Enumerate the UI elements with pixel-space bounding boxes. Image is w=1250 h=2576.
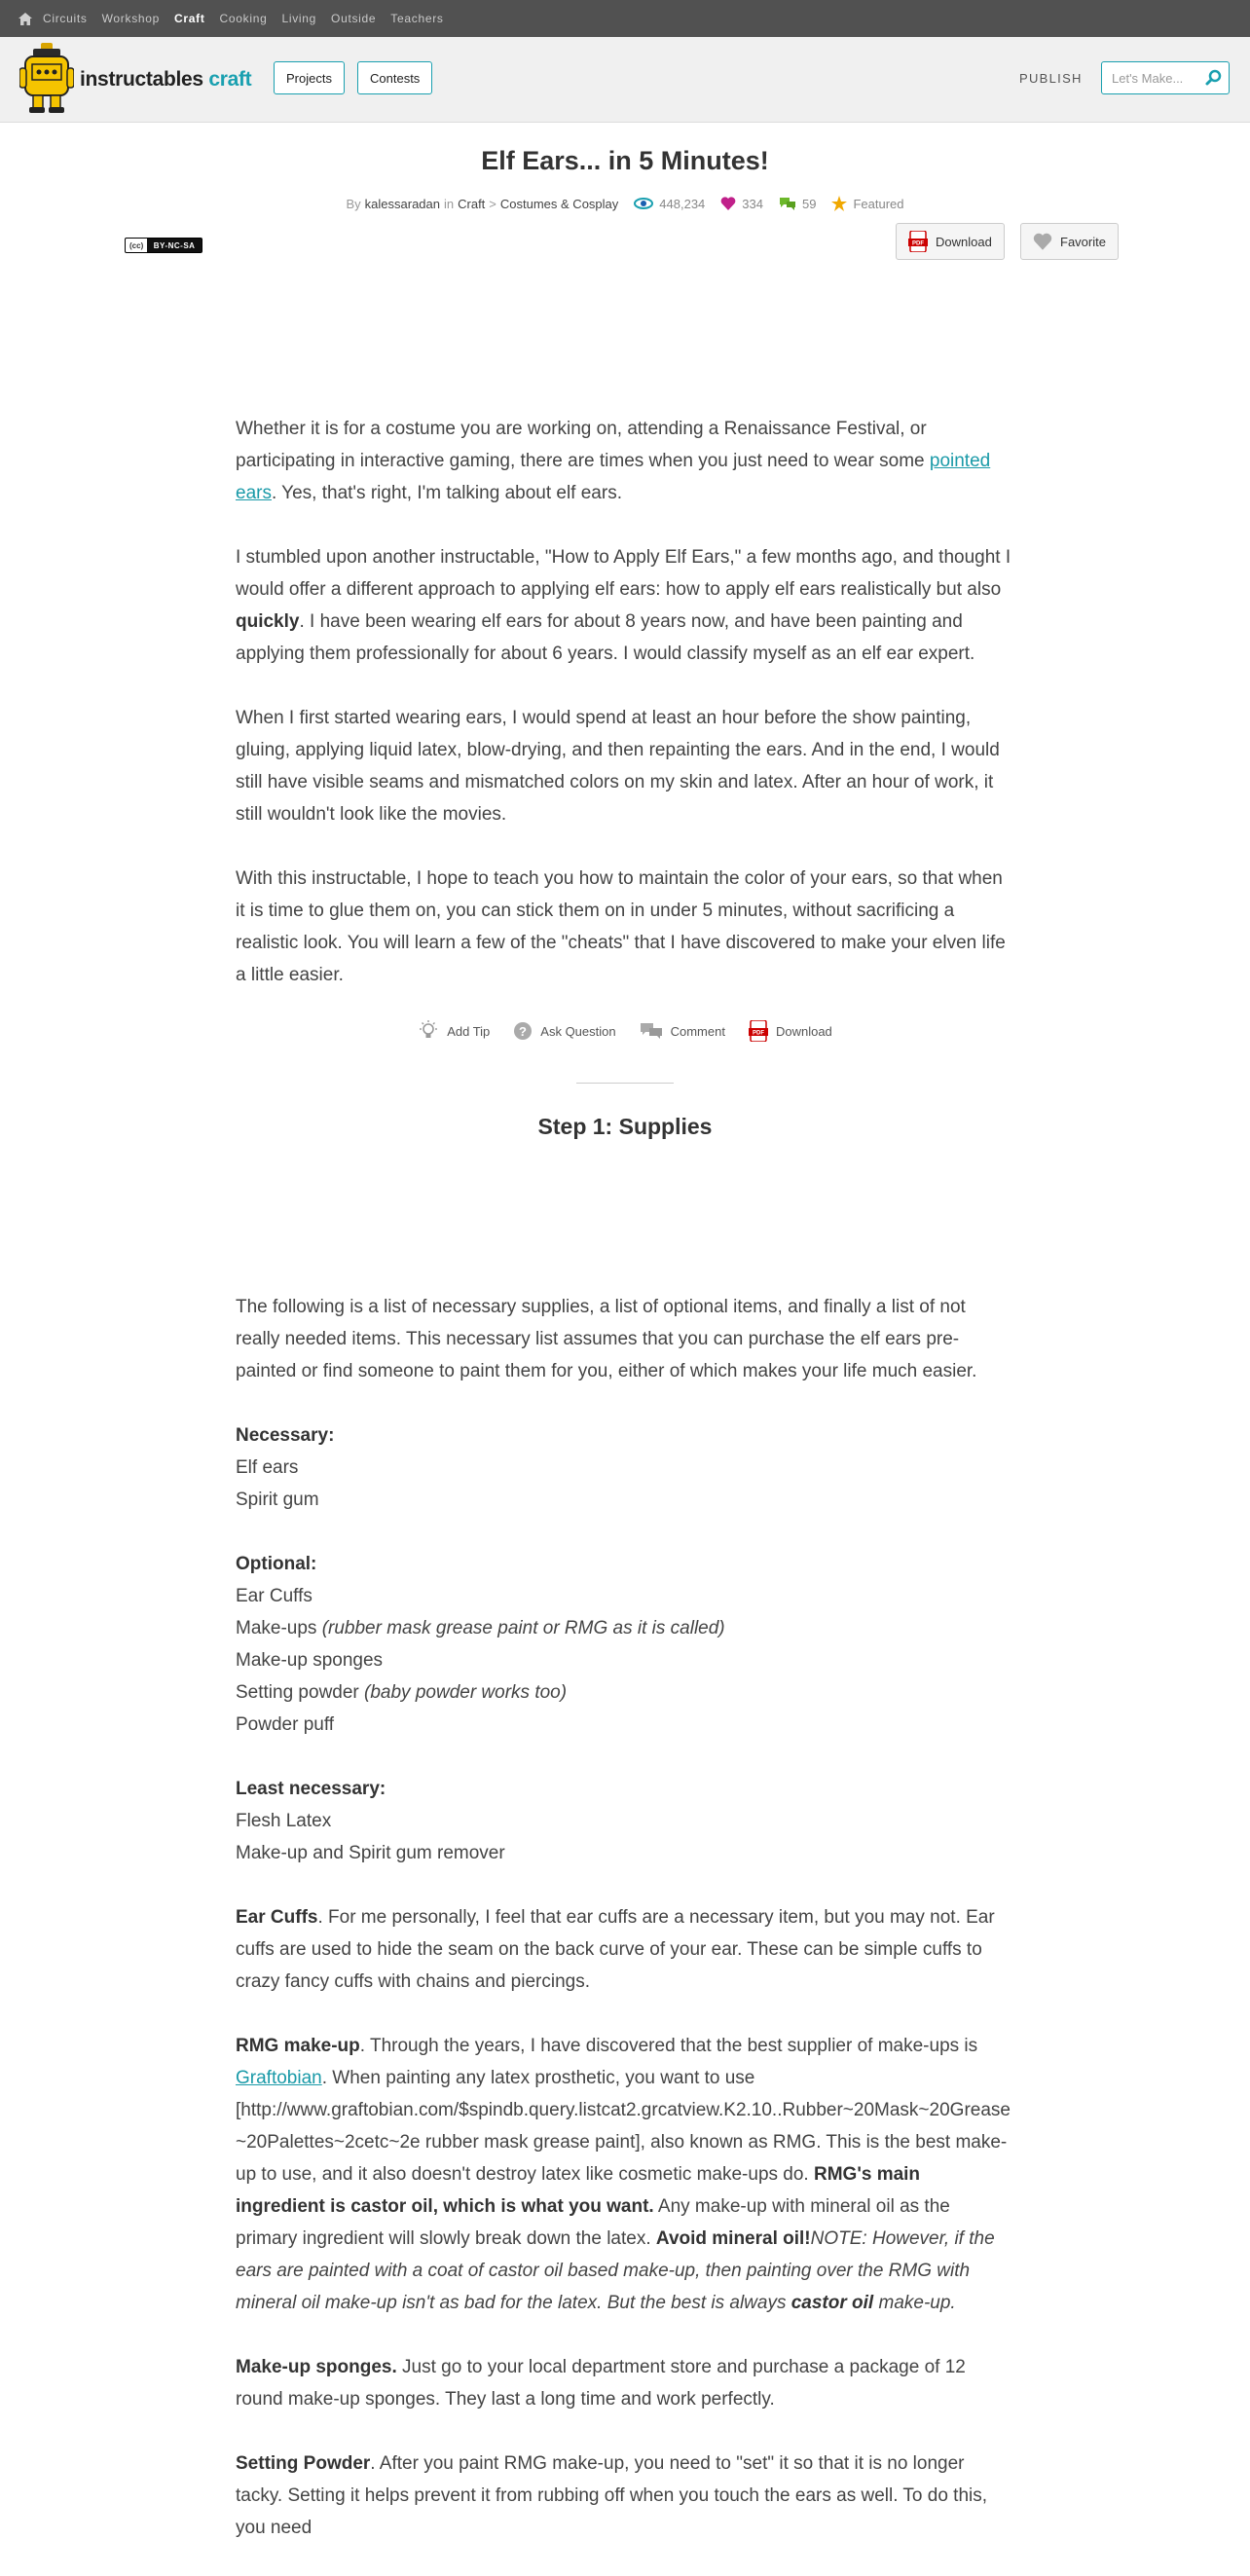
pdf-icon [908, 231, 928, 252]
quickly-bold: quickly [236, 611, 300, 632]
list-item: Flesh Latex [236, 1811, 332, 1831]
intro-paragraph: When I first started wearing ears, I would spend at least an hour before the show painting, gluing, applying liquid latex, blow-drying, and then repainting the ears. And in the end, I would still have visible seams and mismatched colors on my skin and latex. After an hour of work, it still wouldn't look like the movies. [236, 708, 1000, 825]
home-icon[interactable] [18, 11, 33, 26]
list-item: Make-up and Spirit gum remover [236, 1843, 505, 1863]
rmg-bold: RMG make-up [236, 2036, 360, 2056]
breadcrumb-separator: > [489, 196, 496, 211]
least-heading: Least necessary: [236, 1779, 386, 1799]
search-box[interactable] [1101, 61, 1230, 94]
intro-text: I stumbled upon another instructable, "How to Apply Elf Ears," a few months ago, and thought I would offer a different approach to applying elf ears: how to apply elf ears realistically but also [236, 547, 1011, 600]
intro-paragraph [236, 413, 1014, 509]
nav-workshop[interactable]: Workshop [101, 12, 161, 25]
svg-text:PDF: PDF [752, 1030, 764, 1037]
intro-text: . I have been wearing elf ears for about 8 years now, and have been painting and applying them professionally for about 6 years. I would classify myself as an elf ear expert. [236, 611, 975, 664]
setting-powder-bold: Setting Powder [236, 2453, 371, 2474]
robot-mascot-icon [19, 43, 74, 113]
article-meta [0, 196, 1250, 211]
favorite-label: Favorite [1060, 234, 1106, 249]
optional-list [236, 1548, 1014, 1741]
cc-icon: (cc) [126, 241, 147, 250]
ask-question-button[interactable] [513, 1020, 615, 1042]
publish-link[interactable]: PUBLISH [1019, 71, 1083, 86]
views-stat [634, 197, 705, 211]
pointed-ears-link[interactable]: pointed ears [236, 451, 991, 503]
optional-heading: Optional: [236, 1554, 317, 1574]
comment-label: Comment [670, 1023, 725, 1039]
add-tip-label: Add Tip [447, 1023, 491, 1039]
license-badge[interactable] [125, 238, 202, 253]
necessary-list [236, 1419, 1014, 1516]
step-1-intro: The following is a list of necessary supplies, a list of optional items, and finally a list of not really needed items. This necessary list assumes that you can purchase the elf ears pre-painted or find someone to paint them for you, either of which makes your life much easier. [236, 1297, 977, 1381]
by-label: By [346, 196, 361, 211]
list-item: Powder puff [236, 1714, 335, 1735]
article-actions [0, 223, 1250, 281]
nav-craft[interactable]: Craft [174, 12, 205, 25]
intro-text: Whether it is for a costume you are working on, attending a Renaissance Festival, or participating in interactive gaming, there are times when you just need to wear some [236, 419, 930, 471]
featured-stat [831, 196, 903, 211]
nav-living[interactable]: Living [281, 12, 317, 25]
license-label: BY-NC-SA [147, 239, 202, 252]
heart-icon [720, 197, 736, 210]
rmg-bold-2: RMG's main ingredient is castor oil, which is what you want. [236, 2164, 921, 2217]
comments-count: 59 [801, 196, 817, 211]
step-toolbar [0, 1020, 1250, 1042]
list-item: Spirit gum [236, 1490, 319, 1510]
svg-text:?: ? [519, 1024, 528, 1039]
note-italic: NOTE: However, if the ears are painted with a coat of castor oil based make-up, then painting over the RMG with mineral oil make-up isn't as bad for the latex. But the best is always [236, 2228, 995, 2313]
category-link[interactable]: Craft [458, 196, 486, 211]
section-divider [576, 1083, 674, 1084]
question-icon [513, 1021, 533, 1041]
logo-craft: craft [208, 68, 252, 91]
intro-paragraph: With this instructable, I hope to teach you how to maintain the color of your ears, so that when it is time to glue them on, you can stick them on in under 5 minutes, without sacrificing a realistic look. You will learn a few of the "cheats" that I have discovered to make your elven life a little easier. [236, 868, 1006, 985]
comment-button[interactable] [640, 1020, 725, 1042]
toolbar-download-label: Download [775, 1023, 832, 1039]
nav-outside[interactable]: Outside [331, 12, 377, 25]
paragraph-text: . When painting any latex prosthetic, you want to use [http://www.graftobian.com/$spindb.query.listcat2.grcatview.K2.10..Rubber~20Mask~20Grease~20Palettes~2cetc~2e rubber mask grease paint], also known as RMG. This is the best make-up to use, and it also doesn't destroy latex like cosmetic make-ups do. [236, 2068, 1011, 2185]
comment-bubbles-icon [779, 197, 796, 210]
projects-button[interactable]: Projects [274, 61, 345, 94]
paragraph-text: Any make-up with mineral oil as the primary ingredient will slowly break down the latex. [236, 2196, 950, 2249]
list-item: Elf ears [236, 1457, 299, 1478]
step-1-body [236, 1291, 1014, 2576]
graftobian-link[interactable]: Graftobian [236, 2068, 322, 2088]
nav-teachers[interactable]: Teachers [390, 12, 444, 25]
author-link[interactable]: kalessaradan [364, 196, 440, 211]
nav-circuits[interactable]: Circuits [43, 12, 88, 25]
eye-icon [634, 198, 653, 209]
setting-powder-paragraph [236, 2447, 1014, 2544]
ear-cuffs-paragraph [236, 1901, 1014, 1998]
ear-cuffs-bold: Ear Cuffs [236, 1907, 318, 1928]
intro-paragraph [236, 541, 1014, 670]
ask-question-label: Ask Question [540, 1023, 616, 1039]
add-tip-button[interactable] [418, 1020, 490, 1042]
avoid-mineral-oil-bold: Avoid mineral oil! [655, 2228, 811, 2249]
search-icon[interactable] [1201, 68, 1229, 88]
note-italic: make-up. [873, 2293, 956, 2313]
sponges-paragraph [236, 2351, 1014, 2415]
comments-stat [779, 197, 816, 211]
comment-icon [640, 1022, 663, 1040]
list-item: Setting powder [236, 1682, 365, 1703]
lightbulb-icon [418, 1020, 439, 1042]
favorites-count: 334 [742, 196, 763, 211]
nav-cooking[interactable]: Cooking [219, 12, 268, 25]
paragraph-text: . Through the years, I have discovered that the best supplier of make-ups is [359, 2036, 978, 2056]
download-label: Download [936, 234, 992, 249]
featured-label: Featured [853, 196, 904, 211]
least-necessary-list [236, 1773, 1014, 1869]
in-label: in [444, 196, 455, 211]
paragraph-text: . After you paint RMG make-up, you need to "set" it so that it is no longer tacky. Setting it helps prevent it from rubbing off when you touch the ears as well. To do this, you need [236, 2453, 988, 2538]
svg-text:PDF: PDF [912, 240, 924, 247]
list-item: Ear Cuffs [236, 1586, 312, 1606]
views-count: 448,234 [659, 196, 706, 211]
castor-oil-bold: castor oil [790, 2293, 874, 2313]
site-header [0, 37, 1250, 123]
star-icon [831, 196, 847, 211]
favorites-stat [720, 197, 763, 211]
site-logo[interactable] [19, 43, 251, 113]
intro-body [236, 413, 1014, 1023]
paragraph-text: . For me personally, I feel that ear cuffs are a necessary item, but you may not. Ear cuffs are used to hide the seam on the back curve of your ear. These can be simple cuffs to crazy fancy cuffs with chains and piercings. [236, 1907, 995, 1992]
intro-text: . Yes, that's right, I'm talking about elf ears. [271, 483, 622, 503]
download-button[interactable] [896, 223, 1005, 260]
contests-button[interactable]: Contests [357, 61, 432, 94]
step-1-title: Step 1: Supplies [537, 1114, 713, 1139]
favorite-button[interactable] [1020, 223, 1119, 260]
logo-main: instructables [80, 68, 203, 91]
list-item: Make-ups [236, 1618, 322, 1638]
logo-text [80, 68, 251, 92]
paragraph-text: Just go to your local department store and purchase a package of 12 round make-up sponges. They last a long time and work perfectly. [236, 2357, 966, 2410]
heart-icon [1033, 233, 1052, 250]
top-nav [0, 0, 1250, 37]
pdf-icon [749, 1020, 768, 1042]
necessary-heading: Necessary: [236, 1425, 335, 1446]
toolbar-download-button[interactable] [749, 1020, 832, 1042]
search-input[interactable]: Let's Make... [1112, 70, 1184, 86]
page-title: Elf Ears... in 5 Minutes! [481, 146, 769, 175]
rmg-paragraph [236, 2030, 1014, 2319]
list-item-note: (rubber mask grease paint or RMG as it is called) [321, 1618, 725, 1638]
list-item: Make-up sponges [236, 1650, 384, 1671]
subcategory-link[interactable]: Costumes & Cosplay [499, 196, 619, 211]
list-item-note: (baby powder works too) [364, 1682, 568, 1703]
sponges-bold: Make-up sponges. [236, 2357, 397, 2377]
